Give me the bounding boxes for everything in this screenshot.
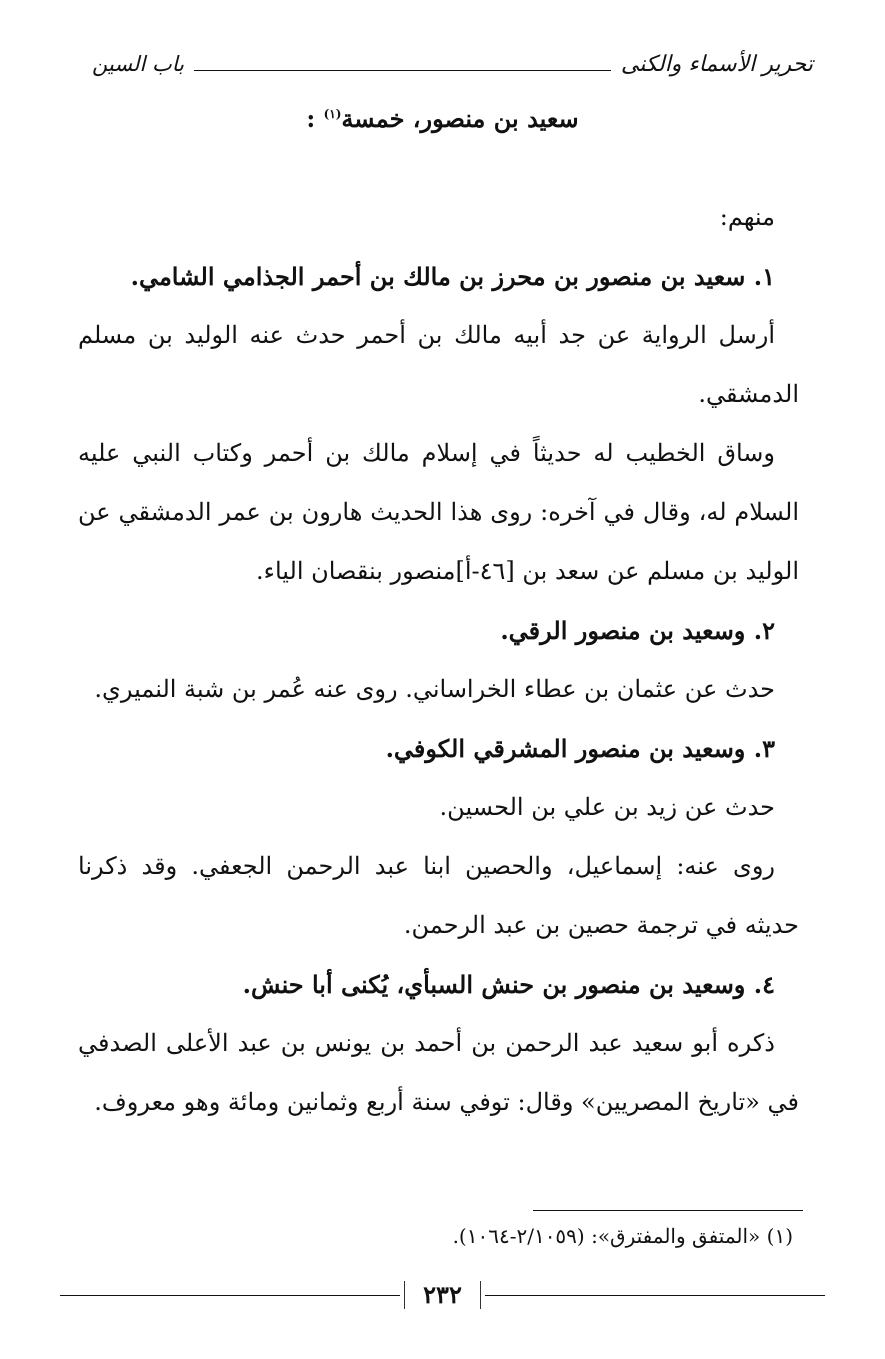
item-3-heading: ٣. وسعيد بن منصور المشرقي الكوفي. [385,734,775,763]
chapter-title: باب السين [92,52,184,76]
footer-rule-right [485,1295,825,1296]
item-1-paragraph-1: أرسل الرواية عن جد أبيه مالك بن أحمر حدث عنه الوليد بن مسلم الدمشقي. [78,321,799,408]
footer-rule-left [60,1295,400,1296]
entry-title-suffix: : [306,104,316,133]
item-1-paragraph-2: وساق الخطيب له حديثاً في إسلام مالك بن أحمر وكتاب النبي عليه السلام له، وقال في آخره: روى هذا الحديث هارون بن عمر الدمشقي عن الوليد بن مسلم عن سعد بن [٤٦-أ]منصور بنقصان الياء. [78,439,799,585]
page-footer [60,1275,825,1315]
item-3-paragraph-2: روى عنه: إسماعيل، والحصين ابنا عبد الرحمن الجعفي. وقد ذكرنا حديثه في ترجمة حصين بن عبد الرحمن. [78,852,799,939]
footnote-separator [533,1210,803,1211]
running-header [92,44,813,84]
footnote-marker: (١) [323,107,342,121]
item-4-paragraph-1: ذكره أبو سعيد عبد الرحمن بن أحمد بن يونس بن عبد الأعلى الصدفي في «تاريخ المصريين» وقال: توفي سنة أربع وثمانين ومائة وهو معروف. [78,1029,799,1116]
main-text [78,188,799,1132]
book-title: تحرير الأسماء والكنى [620,51,813,77]
entry-title-text: سعيد بن منصور، خمسة [341,104,579,133]
item-2-heading: ٢. وسعيد بن منصور الرقي. [500,616,775,645]
item-2-paragraph-1: حدث عن عثمان بن عطاء الخراساني. روى عنه عُمر بن شبة النميري. [94,675,775,703]
intro-text: منهم: [719,203,775,231]
item-3-paragraph-1: حدث عن زيد بن علي بن الحسين. [439,793,775,821]
page-number: ٢٣٢ [404,1281,481,1309]
item-1-heading: ١. سعيد بن منصور بن محرز بن مالك بن أحمر الجذامي الشامي. [130,262,775,291]
item-4-heading: ٤. وسعيد بن منصور بن حنش السبأي، يُكنى أبا حنش. [242,970,775,999]
entry-title [0,104,885,133]
footnote: (١) «المتفق والمفترق»: (٢/١٠٥٩-١٠٦٤). [452,1224,793,1248]
header-rule [194,70,611,71]
